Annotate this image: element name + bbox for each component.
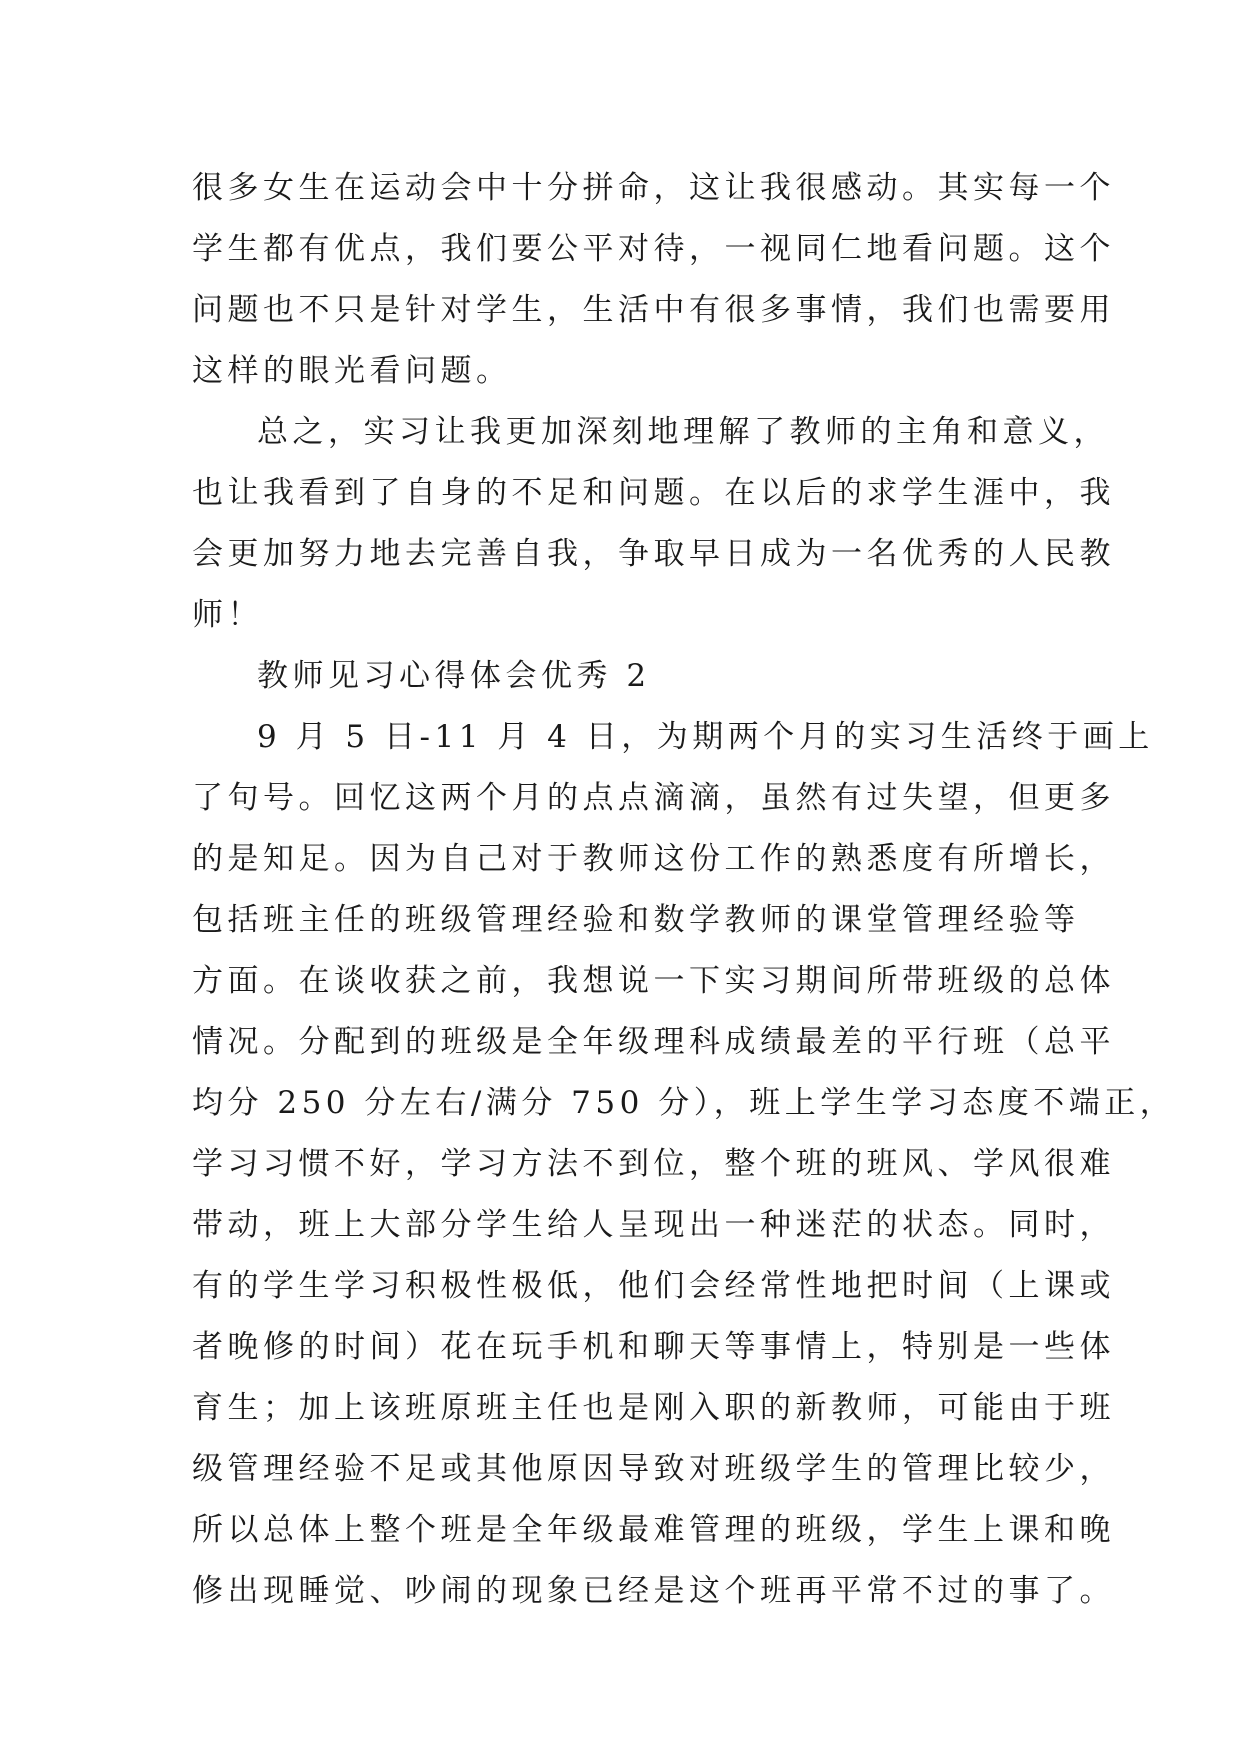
paragraph-first-line: 总之，实习让我更加深刻地理解了教师的主角和意义， bbox=[257, 414, 1109, 450]
text-line: 会更加努力地去完善自我，争取早日成为一名优秀的人民教 bbox=[192, 536, 1115, 572]
text-line: 师！ bbox=[192, 597, 263, 633]
text-line: 也让我看到了自身的不足和问题。在以后的求学生涯中，我 bbox=[192, 475, 1115, 511]
paragraph-first-line: 9 月 5 日-11 月 4 日，为期两个月的实习生活终于画上 bbox=[257, 719, 1154, 755]
text-line: 有的学生学习积极性极低，他们会经常性地把时间（上课或 bbox=[192, 1268, 1115, 1304]
text-line: 带动，班上大部分学生给人呈现出一种迷茫的状态。同时， bbox=[192, 1207, 1115, 1243]
text-line: 的是知足。因为自己对于教师这份工作的熟悉度有所增长， bbox=[192, 841, 1115, 877]
text-line: 情况。分配到的班级是全年级理科成绩最差的平行班（总平 bbox=[192, 1024, 1115, 1060]
text-line: 学习习惯不好，学习方法不到位，整个班的班风、学风很难 bbox=[192, 1146, 1115, 1182]
text-line: 了句号。回忆这两个月的点点滴滴，虽然有过失望，但更多 bbox=[192, 780, 1115, 816]
text-line: 这样的眼光看问题。 bbox=[192, 353, 512, 389]
document-body bbox=[192, 158, 1176, 1622]
text-line: 修出现睡觉、吵闹的现象已经是这个班再平常不过的事了。 bbox=[192, 1573, 1115, 1609]
text-line: 者晚修的时间）花在玩手机和聊天等事情上，特别是一些体 bbox=[192, 1329, 1115, 1365]
text-line: 学生都有优点，我们要公平对待，一视同仁地看问题。这个 bbox=[192, 231, 1115, 267]
text-line: 包括班主任的班级管理经验和数学教师的课堂管理经验等 bbox=[192, 902, 1080, 938]
text-line: 所以总体上整个班是全年级最难管理的班级，学生上课和晚 bbox=[192, 1512, 1115, 1548]
text-line: 均分 250 分左右/满分 750 分），班上学生学习态度不端正， bbox=[192, 1085, 1176, 1121]
text-line: 问题也不只是针对学生，生活中有很多事情，我们也需要用 bbox=[192, 292, 1115, 328]
text-line: 方面。在谈收获之前，我想说一下实习期间所带班级的总体 bbox=[192, 963, 1115, 999]
paragraph-first-line: 教师见习心得体会优秀 2 bbox=[257, 658, 651, 694]
text-line: 级管理经验不足或其他原因导致对班级学生的管理比较少， bbox=[192, 1451, 1115, 1487]
text-line: 很多女生在运动会中十分拼命，这让我很感动。其实每一个 bbox=[192, 170, 1115, 206]
text-line: 育生；加上该班原班主任也是刚入职的新教师，可能由于班 bbox=[192, 1390, 1115, 1426]
